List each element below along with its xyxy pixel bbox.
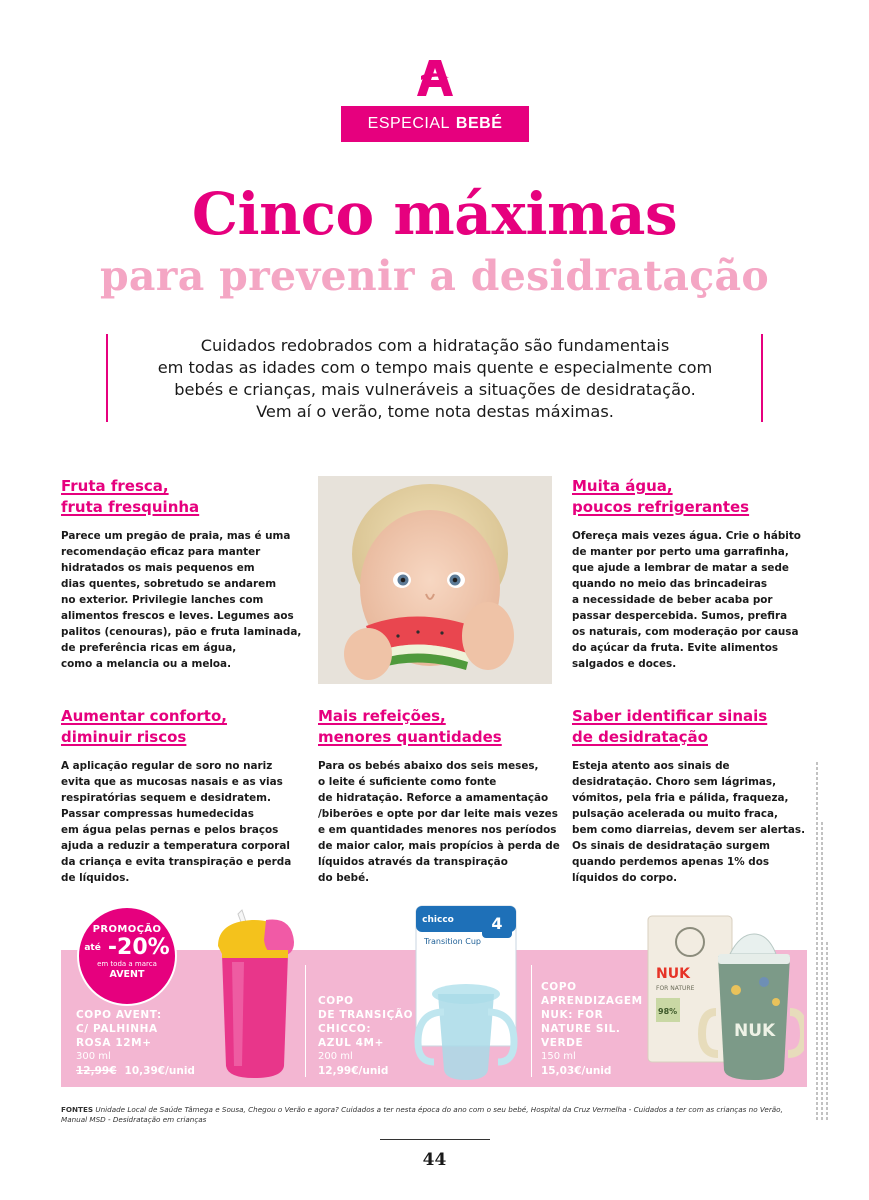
tip-body <box>318 758 558 886</box>
product-name-line: COPO <box>541 981 577 993</box>
page-number: 44 <box>422 1150 447 1170</box>
tip-body-line: Ofereça mais vezes água. Crie o hábito <box>572 530 801 542</box>
nuk-line-label: FOR NATURE <box>656 985 695 992</box>
product-volume: 200 ml <box>318 1051 353 1062</box>
page-title: Cinco máximas <box>191 180 678 248</box>
brand-logo-icon <box>415 58 455 98</box>
product-name <box>76 1008 216 1050</box>
tip-body-line: de líquidos. <box>61 872 130 884</box>
promo-badge <box>77 906 177 1006</box>
product-name-line: VERDE <box>541 1037 584 1049</box>
tip-body-line: alimentos frescos e leves. Legumes aos <box>61 610 294 622</box>
promo-badge-discount: -20% <box>107 935 170 960</box>
tip-title-line: Fruta fresca, <box>61 477 169 495</box>
tip-body-line: Parece um pregão de praia, mas é uma <box>61 530 291 542</box>
product-volume: 150 ml <box>541 1051 576 1062</box>
nuk-brand-cup-label: NUK <box>734 1021 776 1041</box>
product-name-line: NATURE SIL. <box>541 1023 621 1035</box>
tip-title-line: poucos refrigerantes <box>572 498 750 516</box>
sources-note <box>61 1105 811 1125</box>
tip-title-line: menores quantidades <box>318 728 502 746</box>
page-number-rule <box>380 1139 490 1140</box>
tip-muita-agua <box>572 476 812 672</box>
tip-body-line: palitos (cenouras), pão e fruta laminada, <box>61 626 302 638</box>
tip-body-line: Esteja atento aos sinais de <box>572 760 730 772</box>
tip-fruta-fresca <box>61 476 306 672</box>
tip-title <box>318 706 558 748</box>
tip-title-line: Mais refeições, <box>318 707 446 725</box>
product-name <box>541 980 651 1050</box>
nuk-percent-label: 98% <box>658 1007 678 1016</box>
child-watermelon-photo <box>318 476 552 684</box>
tip-body-line: pulsação acelerada ou muito fraca, <box>572 808 778 820</box>
tip-body-line: do açúcar da fruta. Evite alimentos <box>572 642 779 654</box>
product-name-line: APRENDIZAGEM <box>541 995 643 1007</box>
intro-text <box>115 335 755 423</box>
product-old-price: 12,99€ <box>76 1065 117 1077</box>
tip-body <box>572 758 812 886</box>
tip-body-line: do bebé. <box>318 872 370 884</box>
tip-title-line: diminuir riscos <box>61 728 187 746</box>
tip-body <box>61 758 306 886</box>
product-nuk <box>541 980 651 1078</box>
tip-sinais-desidratacao <box>572 706 812 886</box>
nuk-brand-box-label: NUK <box>656 966 690 982</box>
product-name-line: ROSA 12M+ <box>76 1037 152 1049</box>
tip-body-line: a necessidade de beber acaba por <box>572 594 773 606</box>
tip-body-line: Para os bebés abaixo dos seis meses, <box>318 760 539 772</box>
product-volume: 300 ml <box>76 1051 111 1062</box>
tip-body <box>572 528 812 672</box>
tip-body-line: hidratados os mais pequenos em <box>61 562 255 574</box>
tip-body-line: evita que as mucosas nasais e as vias <box>61 776 283 788</box>
vertical-fine-print-icon <box>813 762 829 1122</box>
tip-body-line: que ajude a lembrar de matar a sede <box>572 562 789 574</box>
product-price: 12,99€/unid <box>318 1065 389 1077</box>
tip-title <box>61 706 306 748</box>
tip-title-line: Aumentar conforto, <box>61 707 227 725</box>
tag-normal: ESPECIAL <box>367 115 450 132</box>
tip-body-line: líquidos do corpo. <box>572 872 678 884</box>
tip-body <box>61 528 306 672</box>
product-avent <box>76 1008 216 1078</box>
tip-body-line: da criança e evita transpiração e perda <box>61 856 292 868</box>
tip-body-line: quando no meio das brincadeiras <box>572 578 768 590</box>
tip-body-line: respiratórias sequem e desidratem. <box>61 792 271 804</box>
product-name-line: COPO <box>318 995 354 1007</box>
tip-body-line: no exterior. Privilegie lanches com <box>61 594 264 606</box>
tip-body-line: o leite é suficiente como fonte <box>318 776 497 788</box>
product-divider <box>531 965 532 1077</box>
tip-body-line: como a melancia ou a meloa. <box>61 658 232 670</box>
tip-body-line: ajuda a reduzir a temperatura corporal <box>61 840 290 852</box>
intro-line: bebés e crianças, mais vulneráveis a situações de desidratação. <box>174 380 696 399</box>
chicco-product-label: Transition Cup <box>424 937 481 946</box>
tip-title <box>61 476 306 518</box>
product-name-line: CHICCO: <box>318 1023 372 1035</box>
promo-badge-brand: AVENT <box>109 969 145 980</box>
tip-body-line: de manter por perto uma garrafinha, <box>572 546 789 558</box>
promo-badge-prefix: até <box>84 942 101 953</box>
tip-body-line: Os sinais de desidratação surgem <box>572 840 770 852</box>
product-price <box>76 1064 216 1078</box>
product-name-line: AZUL 4M+ <box>318 1037 384 1049</box>
intro-line: Vem aí o verão, tome nota destas máximas. <box>256 402 614 421</box>
tip-title-line: Muita água, <box>572 477 673 495</box>
chicco-brand-label: chicco <box>422 915 454 925</box>
product-name <box>318 994 428 1050</box>
intro-left-rule <box>106 334 108 422</box>
tip-body-line: A aplicação regular de soro no nariz <box>61 760 273 772</box>
tip-body-line: vómitos, pela fria e pálida, fraqueza, <box>572 792 789 804</box>
intro-line: Cuidados redobrados com a hidratação são fundamentais <box>200 336 670 355</box>
product-chicco <box>318 994 428 1078</box>
product-name-line: NUK: FOR <box>541 1009 604 1021</box>
tip-title <box>572 706 812 748</box>
tag-bold: BEBÉ <box>455 115 503 132</box>
product-price: 15,03€/unid <box>541 1065 612 1077</box>
tip-title-line: Saber identificar sinais <box>572 707 768 725</box>
promo-badge-scope: em toda a marca <box>97 960 157 968</box>
tip-body-line: de hidratação. Reforce a amamentação <box>318 792 549 804</box>
tip-body-line: de preferência ricas em água, <box>61 642 237 654</box>
page-subtitle: para prevenir a desidratação <box>99 252 770 300</box>
tip-mais-refeicoes <box>318 706 558 886</box>
tip-title-line: de desidratação <box>572 728 708 746</box>
nuk-learner-cup-icon <box>644 912 804 1084</box>
tip-body-line: salgados e doces. <box>572 658 677 670</box>
section-tag <box>341 106 529 142</box>
tip-body-line: e em quantidades menores nos períodos <box>318 824 557 836</box>
tip-body-line: bem como diarreias, devem ser alertas. <box>572 824 806 836</box>
tip-title <box>572 476 812 518</box>
intro-right-rule <box>761 334 763 422</box>
tip-body-line: quando perdemos apenas 1% dos <box>572 856 770 868</box>
tip-body-line: /biberões e opte por dar leite mais vezes <box>318 808 558 820</box>
sources-label: FONTES <box>61 1105 94 1114</box>
product-name-line: DE TRANSIÇÃO <box>318 1009 414 1021</box>
intro-line: em todas as idades com o tempo mais quente e especialmente com <box>157 358 713 377</box>
sources-text: Unidade Local de Saúde Tâmega e Sousa, Chegou o Verão e agora? Cuidados a ter nesta época do ano com o seu bebé, Hospital da Cruz Vermelha - Cuidados a ter com as crianças no Verão, Manual MSD - Desidratação em crianças <box>61 1105 783 1124</box>
product-name-line: C/ PALHINHA <box>76 1023 158 1035</box>
tip-body-line: de maior calor, mais propícios à perda de <box>318 840 560 852</box>
tip-body-line: os naturais, com moderação por causa <box>572 626 799 638</box>
tip-title-line: fruta fresquinha <box>61 498 200 516</box>
tip-body-line: recomendação eficaz para manter <box>61 546 261 558</box>
child-illustration-icon <box>318 476 552 684</box>
tip-body-line: Passar compressas humedecidas <box>61 808 254 820</box>
tip-aumentar-conforto <box>61 706 306 886</box>
tip-body-line: desidratação. Choro sem lágrimas, <box>572 776 777 788</box>
product-divider <box>305 965 306 1077</box>
tip-body-line: passar despercebida. Sumos, prefira <box>572 610 788 622</box>
tip-body-line: dias quentes, sobretudo se andarem <box>61 578 277 590</box>
promo-badge-title: PROMOÇÃO <box>92 924 162 935</box>
product-current-price: 10,39€/unid <box>124 1065 195 1077</box>
avent-pink-cup-icon <box>208 906 300 1084</box>
tip-body-line: em água pelas pernas e pelos braços <box>61 824 279 836</box>
product-name-line: COPO AVENT: <box>76 1009 162 1021</box>
chicco-age-label: 4 <box>491 914 503 933</box>
tip-body-line: líquidos através da transpiração <box>318 856 508 868</box>
